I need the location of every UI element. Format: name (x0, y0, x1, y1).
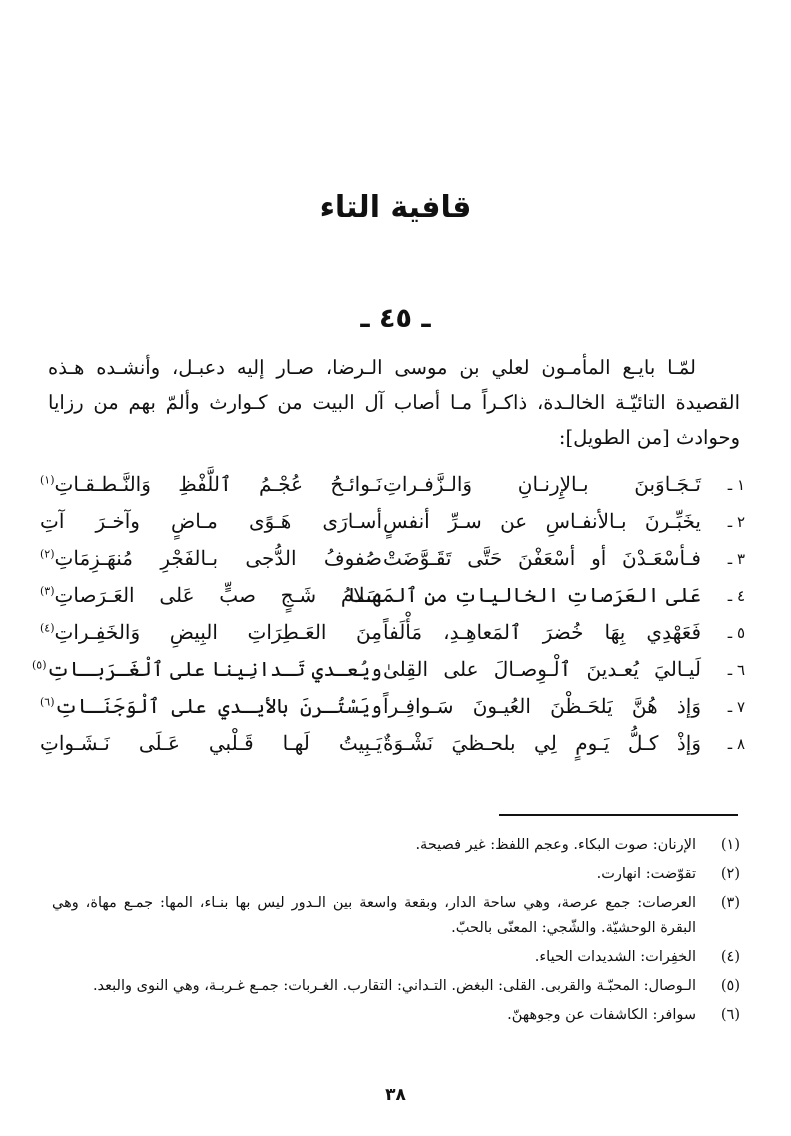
verse-first-hemistich: فَعَهْدِي بِهَا خُضرَ ٱلمَعاهِـدِ، مَأْلَفاً (383, 620, 701, 644)
verse-number: ٢ ـ (727, 513, 745, 531)
footnote-number: (٥) (720, 978, 740, 994)
footnote (52, 1003, 740, 1028)
footnote (52, 833, 740, 858)
verse (18, 620, 745, 657)
footnote (52, 862, 740, 887)
footnote-separator (499, 814, 738, 816)
verse-number: ٦ ـ (727, 661, 745, 679)
page-number: ٣٨ (385, 1085, 406, 1105)
verse-second-hemistich (40, 472, 382, 496)
intro-text: لمّـا بايـع المأمـون لعلي بن موسى الـرضا، صـار إليه دعبـل، وأنشـده هـذه القصيدة التائيّـة الخالـدة، ذاكـراً مـا أصاب آل البيت من كـوارث وألمّ بهم من رزايا وحوادث [من الطويل]: (48, 356, 740, 449)
footnote-text: الإرنان: صوت البكاء. وعجم اللفظ: غير فصيحة. (415, 837, 696, 853)
verse-number: ٨ ـ (727, 735, 745, 753)
verse (18, 472, 745, 509)
verse-second-hemistich (40, 694, 382, 718)
verse-second-hemistich (40, 731, 382, 755)
footnote (52, 945, 740, 970)
hemistich-text: ويَسْتُـرنَ بالأيـدي على ٱلْوَجَنَـاتِ (54, 694, 382, 718)
footnote-mark: (٢) (40, 547, 55, 561)
verse-number: ٥ ـ (727, 624, 745, 642)
verse (18, 509, 745, 546)
verse-second-hemistich (40, 509, 382, 533)
verse-first-hemistich: يخَبِّـرنَ بـالأنفـاسِ عن سـرِّ أنفسٍ (383, 509, 701, 533)
footnote-number: (١) (720, 837, 740, 853)
hemistich-text: صُفوفُ الدُّجى بـالفَجْرِ مُنهَـزِمَاتِ (54, 546, 382, 570)
verse-number: ٧ ـ (727, 698, 745, 716)
verse-second-hemistich (40, 620, 382, 644)
chapter-title: قافية التاء (319, 190, 472, 225)
verse-number: ١ ـ (727, 476, 745, 494)
footnote-number: (٦) (720, 1007, 740, 1023)
footnote (52, 891, 740, 941)
footnote (52, 974, 740, 999)
verse-first-hemistich: فـأسْعَـدْنَ أو أسْعَفْنَ حَتَّى تَقَـوَّضَتْ (383, 546, 701, 570)
verse (18, 694, 745, 731)
verse (18, 731, 745, 768)
verse-first-hemistich: وَإذْ كـلُّ يَـومٍ لِي بلحـظيَ نَشْـوَةٌ (383, 731, 701, 755)
footnote-text: العرصات: جمع عرصة، وهي ساحة الدار، وبقعة واسعة بين الـدور ليس بها بنـاء، المها: جمـع مهاة، وهي البقرة الوحشيّة. والشّجي: المعنّى بالحبّ. (52, 895, 696, 936)
verse-number: ٣ ـ (727, 550, 745, 568)
verse-second-hemistich (40, 583, 382, 607)
hemistich-text: ويُعـدي تَـدانِينا على ٱلْغَـرَبـاتِ (46, 657, 382, 681)
verse (18, 657, 745, 694)
footnote-mark: (٥) (32, 658, 47, 672)
intro-paragraph (48, 350, 740, 455)
footnote-number: (٤) (720, 949, 740, 965)
verse (18, 546, 745, 583)
verses-block (18, 472, 745, 768)
footnote-number: (٣) (720, 895, 740, 911)
footnote-mark: (٣) (40, 584, 55, 598)
footnote-mark: (١) (40, 473, 55, 487)
verse-first-hemistich: لَيـاليَ يُعـدينَ ٱلْـوِصـالَ على القِلىٰ (383, 657, 701, 681)
verse-first-hemistich: تَـجَـاوَبنَ بـالإِرنـانِ وَالـزَّفـراتِ (383, 472, 701, 496)
footnote-text: تقوّضت: انهارت. (596, 866, 696, 882)
footnote-number: (٢) (720, 866, 740, 882)
verse-number: ٤ ـ (727, 587, 745, 605)
hemistich-text: يَـبِيتُ لَهـا قَـلْبي عَـلَى نَـشَـواتِ (40, 731, 382, 755)
poem-number: ـ ٤٥ ـ (360, 303, 431, 334)
hemistich-text: أسـارَى هَـوًى مـاضٍ وآخـرَ آتِ (40, 509, 382, 533)
footnote-mark: (٤) (40, 621, 55, 635)
footnote-text: الخفِرات: الشديدات الحياء. (534, 949, 696, 965)
hemistich-text: نَـوائـحُ عُجْـمُ ٱللَّفْظِ وَالنَّـطـقـاتِ (54, 472, 382, 496)
verse-second-hemistich (32, 657, 382, 681)
verse-first-hemistich: وَإذ هُنَّ يَلحَـظْنَ العُيـونَ سَـوافِـراً (383, 694, 701, 718)
verse-first-hemistich: عَلى العَرَصاتِ الخالياتِ من ٱلمَهـا (347, 583, 701, 607)
hemistich-text: سَلامُ شَـجٍ صبٍّ عَلى العَـرَصاتِ (54, 583, 382, 607)
verse-second-hemistich (40, 546, 382, 570)
footnotes (52, 833, 740, 1032)
footnote-text: سوافر: الكاشفات عن وجوههنّ. (507, 1007, 696, 1023)
hemistich-text: مِنَ العَـطِرَاتِ البِيضِ وَالخَفِـراتِ (54, 620, 382, 644)
verse (18, 583, 745, 620)
footnote-text: الـوصال: المحبّـة والقربى. القلى: البغض. التـداني: التقارب. الغـربات: جمـع غـربـة، وهي النوى والبعد. (92, 978, 696, 994)
footnote-mark: (٦) (40, 695, 55, 709)
